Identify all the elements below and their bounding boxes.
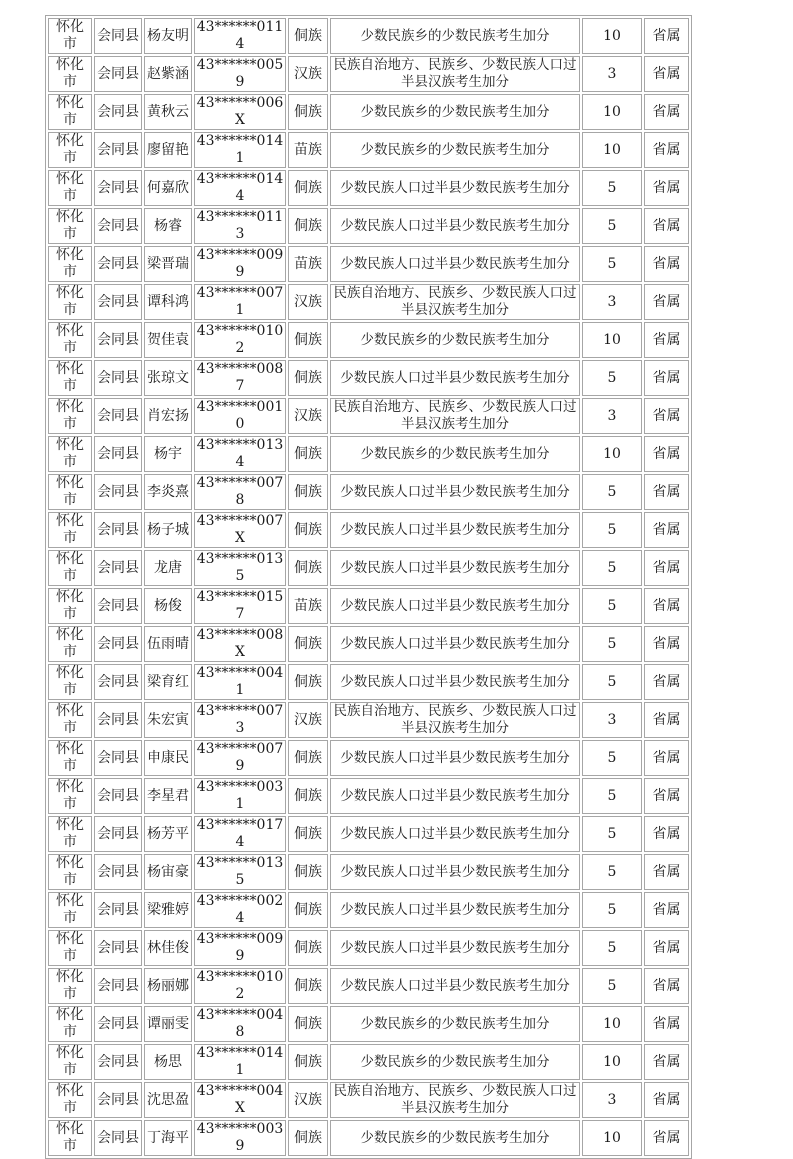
cell-city: 怀化市 (48, 512, 92, 548)
cell-id: 43******0048 (194, 1006, 286, 1042)
cell-policy: 少数民族人口过半县少数民族考生加分 (330, 246, 580, 282)
cell-policy: 少数民族人口过半县少数民族考生加分 (330, 778, 580, 814)
cell-name: 杨子城 (144, 512, 192, 548)
cell-points: 5 (582, 740, 642, 776)
cell-city: 怀化市 (48, 626, 92, 662)
cell-ethnicity: 侗族 (288, 1120, 328, 1156)
cell-id: 43******0079 (194, 740, 286, 776)
cell-points: 5 (582, 778, 642, 814)
cell-id: 43******006X (194, 94, 286, 130)
cell-policy: 少数民族乡的少数民族考生加分 (330, 132, 580, 168)
bonus-table-body (48, 18, 689, 1156)
cell-city: 怀化市 (48, 132, 92, 168)
cell-name: 梁雅婷 (144, 892, 192, 928)
cell-ethnicity: 侗族 (288, 1044, 328, 1080)
cell-county: 会同县 (94, 740, 142, 776)
cell-affiliation: 省属 (644, 1082, 689, 1118)
cell-city: 怀化市 (48, 968, 92, 1004)
table-row (48, 968, 689, 1004)
table-row (48, 740, 689, 776)
cell-affiliation: 省属 (644, 56, 689, 92)
cell-points: 10 (582, 94, 642, 130)
cell-affiliation: 省属 (644, 360, 689, 396)
cell-points: 10 (582, 322, 642, 358)
cell-affiliation: 省属 (644, 1006, 689, 1042)
cell-points: 5 (582, 550, 642, 586)
cell-city: 怀化市 (48, 398, 92, 434)
cell-policy: 少数民族人口过半县少数民族考生加分 (330, 968, 580, 1004)
cell-points: 10 (582, 436, 642, 472)
cell-name: 谭丽雯 (144, 1006, 192, 1042)
cell-points: 10 (582, 1006, 642, 1042)
cell-city: 怀化市 (48, 550, 92, 586)
cell-ethnicity: 侗族 (288, 968, 328, 1004)
cell-ethnicity: 汉族 (288, 398, 328, 434)
cell-points: 3 (582, 1082, 642, 1118)
cell-name: 杨思 (144, 1044, 192, 1080)
cell-policy: 少数民族乡的少数民族考生加分 (330, 18, 580, 54)
bonus-points-table (45, 15, 692, 1159)
cell-policy: 少数民族人口过半县少数民族考生加分 (330, 360, 580, 396)
cell-name: 杨丽娜 (144, 968, 192, 1004)
cell-points: 10 (582, 18, 642, 54)
cell-policy: 少数民族人口过半县少数民族考生加分 (330, 626, 580, 662)
cell-policy: 少数民族乡的少数民族考生加分 (330, 1120, 580, 1156)
cell-name: 龙唐 (144, 550, 192, 586)
cell-id: 43******0144 (194, 170, 286, 206)
cell-county: 会同县 (94, 702, 142, 738)
cell-city: 怀化市 (48, 816, 92, 852)
cell-name: 赵紫涵 (144, 56, 192, 92)
cell-ethnicity: 汉族 (288, 56, 328, 92)
cell-name: 李星君 (144, 778, 192, 814)
cell-id: 43******0078 (194, 474, 286, 510)
cell-county: 会同县 (94, 1006, 142, 1042)
cell-county: 会同县 (94, 474, 142, 510)
cell-name: 张琼文 (144, 360, 192, 396)
cell-ethnicity: 侗族 (288, 360, 328, 396)
cell-county: 会同县 (94, 588, 142, 624)
cell-county: 会同县 (94, 550, 142, 586)
cell-name: 李炎熹 (144, 474, 192, 510)
cell-policy: 民族自治地方、民族乡、少数民族人口过半县汉族考生加分 (330, 702, 580, 738)
table-row (48, 626, 689, 662)
table-row (48, 816, 689, 852)
cell-affiliation: 省属 (644, 816, 689, 852)
cell-policy: 民族自治地方、民族乡、少数民族人口过半县汉族考生加分 (330, 56, 580, 92)
cell-points: 3 (582, 56, 642, 92)
cell-city: 怀化市 (48, 246, 92, 282)
cell-affiliation: 省属 (644, 246, 689, 282)
cell-affiliation: 省属 (644, 322, 689, 358)
cell-city: 怀化市 (48, 778, 92, 814)
table-row (48, 56, 689, 92)
cell-affiliation: 省属 (644, 588, 689, 624)
cell-policy: 少数民族人口过半县少数民族考生加分 (330, 664, 580, 700)
cell-affiliation: 省属 (644, 512, 689, 548)
cell-policy: 少数民族乡的少数民族考生加分 (330, 322, 580, 358)
cell-name: 谭科鸿 (144, 284, 192, 320)
cell-name: 梁晋瑞 (144, 246, 192, 282)
cell-ethnicity: 汉族 (288, 284, 328, 320)
table-row (48, 588, 689, 624)
cell-points: 5 (582, 208, 642, 244)
cell-county: 会同县 (94, 398, 142, 434)
cell-points: 3 (582, 702, 642, 738)
cell-county: 会同县 (94, 284, 142, 320)
cell-points: 10 (582, 132, 642, 168)
cell-city: 怀化市 (48, 1120, 92, 1156)
cell-id: 43******0141 (194, 1044, 286, 1080)
cell-id: 43******0102 (194, 322, 286, 358)
cell-points: 5 (582, 892, 642, 928)
cell-id: 43******0099 (194, 930, 286, 966)
cell-points: 5 (582, 930, 642, 966)
cell-id: 43******0041 (194, 664, 286, 700)
cell-policy: 少数民族人口过半县少数民族考生加分 (330, 474, 580, 510)
cell-county: 会同县 (94, 778, 142, 814)
cell-city: 怀化市 (48, 892, 92, 928)
cell-name: 肖宏扬 (144, 398, 192, 434)
cell-city: 怀化市 (48, 740, 92, 776)
cell-ethnicity: 侗族 (288, 170, 328, 206)
cell-ethnicity: 侗族 (288, 94, 328, 130)
cell-points: 5 (582, 626, 642, 662)
cell-affiliation: 省属 (644, 208, 689, 244)
cell-county: 会同县 (94, 1120, 142, 1156)
cell-id: 43******0071 (194, 284, 286, 320)
cell-name: 伍雨晴 (144, 626, 192, 662)
cell-city: 怀化市 (48, 56, 92, 92)
cell-county: 会同县 (94, 968, 142, 1004)
cell-county: 会同县 (94, 1044, 142, 1080)
cell-name: 黄秋云 (144, 94, 192, 130)
cell-affiliation: 省属 (644, 284, 689, 320)
cell-ethnicity: 侗族 (288, 892, 328, 928)
cell-id: 43******0031 (194, 778, 286, 814)
cell-affiliation: 省属 (644, 132, 689, 168)
cell-city: 怀化市 (48, 170, 92, 206)
cell-policy: 少数民族人口过半县少数民族考生加分 (330, 208, 580, 244)
cell-policy: 少数民族人口过半县少数民族考生加分 (330, 550, 580, 586)
table-row (48, 702, 689, 738)
cell-name: 杨友明 (144, 18, 192, 54)
cell-county: 会同县 (94, 436, 142, 472)
cell-id: 43******007X (194, 512, 286, 548)
cell-affiliation: 省属 (644, 18, 689, 54)
cell-id: 43******0114 (194, 18, 286, 54)
cell-name: 丁海平 (144, 1120, 192, 1156)
cell-id: 43******0010 (194, 398, 286, 434)
cell-name: 林佳俊 (144, 930, 192, 966)
cell-points: 10 (582, 1120, 642, 1156)
cell-id: 43******0099 (194, 246, 286, 282)
table-row (48, 170, 689, 206)
cell-name: 杨睿 (144, 208, 192, 244)
cell-county: 会同县 (94, 56, 142, 92)
cell-policy: 民族自治地方、民族乡、少数民族人口过半县汉族考生加分 (330, 398, 580, 434)
cell-ethnicity: 苗族 (288, 132, 328, 168)
table-row (48, 664, 689, 700)
table-row (48, 94, 689, 130)
table-row (48, 778, 689, 814)
cell-city: 怀化市 (48, 664, 92, 700)
cell-county: 会同县 (94, 892, 142, 928)
cell-id: 43******0157 (194, 588, 286, 624)
cell-county: 会同县 (94, 322, 142, 358)
cell-city: 怀化市 (48, 436, 92, 472)
cell-policy: 少数民族人口过半县少数民族考生加分 (330, 588, 580, 624)
cell-affiliation: 省属 (644, 550, 689, 586)
cell-policy: 少数民族乡的少数民族考生加分 (330, 436, 580, 472)
cell-county: 会同县 (94, 1082, 142, 1118)
cell-id: 43******0141 (194, 132, 286, 168)
cell-points: 10 (582, 1044, 642, 1080)
cell-affiliation: 省属 (644, 664, 689, 700)
cell-affiliation: 省属 (644, 1120, 689, 1156)
cell-name: 杨俊 (144, 588, 192, 624)
cell-city: 怀化市 (48, 1044, 92, 1080)
cell-policy: 少数民族乡的少数民族考生加分 (330, 1044, 580, 1080)
cell-ethnicity: 侗族 (288, 626, 328, 662)
table-row (48, 1082, 689, 1118)
cell-ethnicity: 苗族 (288, 246, 328, 282)
cell-points: 3 (582, 284, 642, 320)
cell-name: 贺佳袁 (144, 322, 192, 358)
cell-affiliation: 省属 (644, 702, 689, 738)
table-row (48, 512, 689, 548)
cell-points: 5 (582, 816, 642, 852)
cell-name: 杨宇 (144, 436, 192, 472)
cell-county: 会同县 (94, 208, 142, 244)
table-row (48, 18, 689, 54)
cell-policy: 少数民族人口过半县少数民族考生加分 (330, 170, 580, 206)
table-row (48, 360, 689, 396)
cell-county: 会同县 (94, 132, 142, 168)
cell-ethnicity: 侗族 (288, 322, 328, 358)
cell-city: 怀化市 (48, 1006, 92, 1042)
cell-policy: 少数民族人口过半县少数民族考生加分 (330, 816, 580, 852)
cell-ethnicity: 侗族 (288, 854, 328, 890)
cell-ethnicity: 侗族 (288, 816, 328, 852)
cell-ethnicity: 侗族 (288, 18, 328, 54)
cell-ethnicity: 侗族 (288, 208, 328, 244)
cell-id: 43******0174 (194, 816, 286, 852)
cell-city: 怀化市 (48, 94, 92, 130)
cell-ethnicity: 汉族 (288, 702, 328, 738)
cell-id: 43******0059 (194, 56, 286, 92)
cell-points: 5 (582, 854, 642, 890)
cell-policy: 少数民族人口过半县少数民族考生加分 (330, 740, 580, 776)
cell-ethnicity: 侗族 (288, 474, 328, 510)
cell-affiliation: 省属 (644, 1044, 689, 1080)
cell-county: 会同县 (94, 18, 142, 54)
cell-affiliation: 省属 (644, 778, 689, 814)
cell-county: 会同县 (94, 170, 142, 206)
cell-id: 43******0135 (194, 550, 286, 586)
table-row (48, 930, 689, 966)
cell-ethnicity: 侗族 (288, 778, 328, 814)
cell-name: 廖留艳 (144, 132, 192, 168)
table-row (48, 284, 689, 320)
cell-city: 怀化市 (48, 1082, 92, 1118)
cell-id: 43******008X (194, 626, 286, 662)
cell-ethnicity: 汉族 (288, 1082, 328, 1118)
cell-county: 会同县 (94, 930, 142, 966)
cell-name: 何嘉欣 (144, 170, 192, 206)
cell-affiliation: 省属 (644, 170, 689, 206)
table-row (48, 132, 689, 168)
cell-county: 会同县 (94, 816, 142, 852)
cell-points: 3 (582, 398, 642, 434)
cell-affiliation: 省属 (644, 94, 689, 130)
cell-points: 5 (582, 474, 642, 510)
cell-affiliation: 省属 (644, 436, 689, 472)
cell-affiliation: 省属 (644, 854, 689, 890)
cell-county: 会同县 (94, 854, 142, 890)
cell-ethnicity: 侗族 (288, 930, 328, 966)
cell-id: 43******0073 (194, 702, 286, 738)
table-row (48, 854, 689, 890)
cell-policy: 少数民族人口过半县少数民族考生加分 (330, 512, 580, 548)
cell-ethnicity: 侗族 (288, 664, 328, 700)
cell-city: 怀化市 (48, 284, 92, 320)
cell-ethnicity: 侗族 (288, 740, 328, 776)
cell-points: 5 (582, 360, 642, 396)
cell-points: 5 (582, 968, 642, 1004)
cell-city: 怀化市 (48, 588, 92, 624)
cell-policy: 民族自治地方、民族乡、少数民族人口过半县汉族考生加分 (330, 1082, 580, 1118)
table-row (48, 322, 689, 358)
table-row (48, 398, 689, 434)
cell-name: 杨宙豪 (144, 854, 192, 890)
cell-county: 会同县 (94, 664, 142, 700)
cell-ethnicity: 侗族 (288, 436, 328, 472)
cell-affiliation: 省属 (644, 892, 689, 928)
cell-affiliation: 省属 (644, 398, 689, 434)
cell-policy: 少数民族人口过半县少数民族考生加分 (330, 892, 580, 928)
cell-id: 43******0087 (194, 360, 286, 396)
cell-affiliation: 省属 (644, 968, 689, 1004)
cell-county: 会同县 (94, 626, 142, 662)
table-row (48, 246, 689, 282)
cell-city: 怀化市 (48, 322, 92, 358)
cell-name: 申康民 (144, 740, 192, 776)
cell-name: 杨芳平 (144, 816, 192, 852)
cell-affiliation: 省属 (644, 474, 689, 510)
cell-id: 43******0134 (194, 436, 286, 472)
cell-points: 5 (582, 170, 642, 206)
table-row (48, 1006, 689, 1042)
table-row (48, 1120, 689, 1156)
cell-policy: 少数民族人口过半县少数民族考生加分 (330, 930, 580, 966)
table-row (48, 1044, 689, 1080)
cell-policy: 少数民族乡的少数民族考生加分 (330, 94, 580, 130)
cell-affiliation: 省属 (644, 930, 689, 966)
cell-name: 朱宏寅 (144, 702, 192, 738)
cell-county: 会同县 (94, 94, 142, 130)
cell-city: 怀化市 (48, 474, 92, 510)
cell-points: 5 (582, 588, 642, 624)
table-row (48, 436, 689, 472)
cell-id: 43******0113 (194, 208, 286, 244)
cell-policy: 少数民族人口过半县少数民族考生加分 (330, 854, 580, 890)
cell-city: 怀化市 (48, 18, 92, 54)
table-row (48, 550, 689, 586)
table-row (48, 208, 689, 244)
cell-county: 会同县 (94, 246, 142, 282)
cell-id: 43******0135 (194, 854, 286, 890)
cell-city: 怀化市 (48, 854, 92, 890)
cell-id: 43******0024 (194, 892, 286, 928)
cell-ethnicity: 侗族 (288, 550, 328, 586)
cell-name: 梁育红 (144, 664, 192, 700)
cell-policy: 民族自治地方、民族乡、少数民族人口过半县汉族考生加分 (330, 284, 580, 320)
cell-city: 怀化市 (48, 360, 92, 396)
cell-city: 怀化市 (48, 930, 92, 966)
cell-city: 怀化市 (48, 208, 92, 244)
table-row (48, 474, 689, 510)
cell-id: 43******0039 (194, 1120, 286, 1156)
cell-affiliation: 省属 (644, 740, 689, 776)
table-row (48, 892, 689, 928)
cell-points: 5 (582, 512, 642, 548)
cell-county: 会同县 (94, 512, 142, 548)
cell-points: 5 (582, 246, 642, 282)
cell-affiliation: 省属 (644, 626, 689, 662)
cell-policy: 少数民族乡的少数民族考生加分 (330, 1006, 580, 1042)
cell-ethnicity: 侗族 (288, 1006, 328, 1042)
cell-id: 43******004X (194, 1082, 286, 1118)
cell-id: 43******0102 (194, 968, 286, 1004)
cell-points: 5 (582, 664, 642, 700)
cell-ethnicity: 苗族 (288, 588, 328, 624)
cell-city: 怀化市 (48, 702, 92, 738)
cell-name: 沈思盈 (144, 1082, 192, 1118)
cell-ethnicity: 侗族 (288, 512, 328, 548)
cell-county: 会同县 (94, 360, 142, 396)
